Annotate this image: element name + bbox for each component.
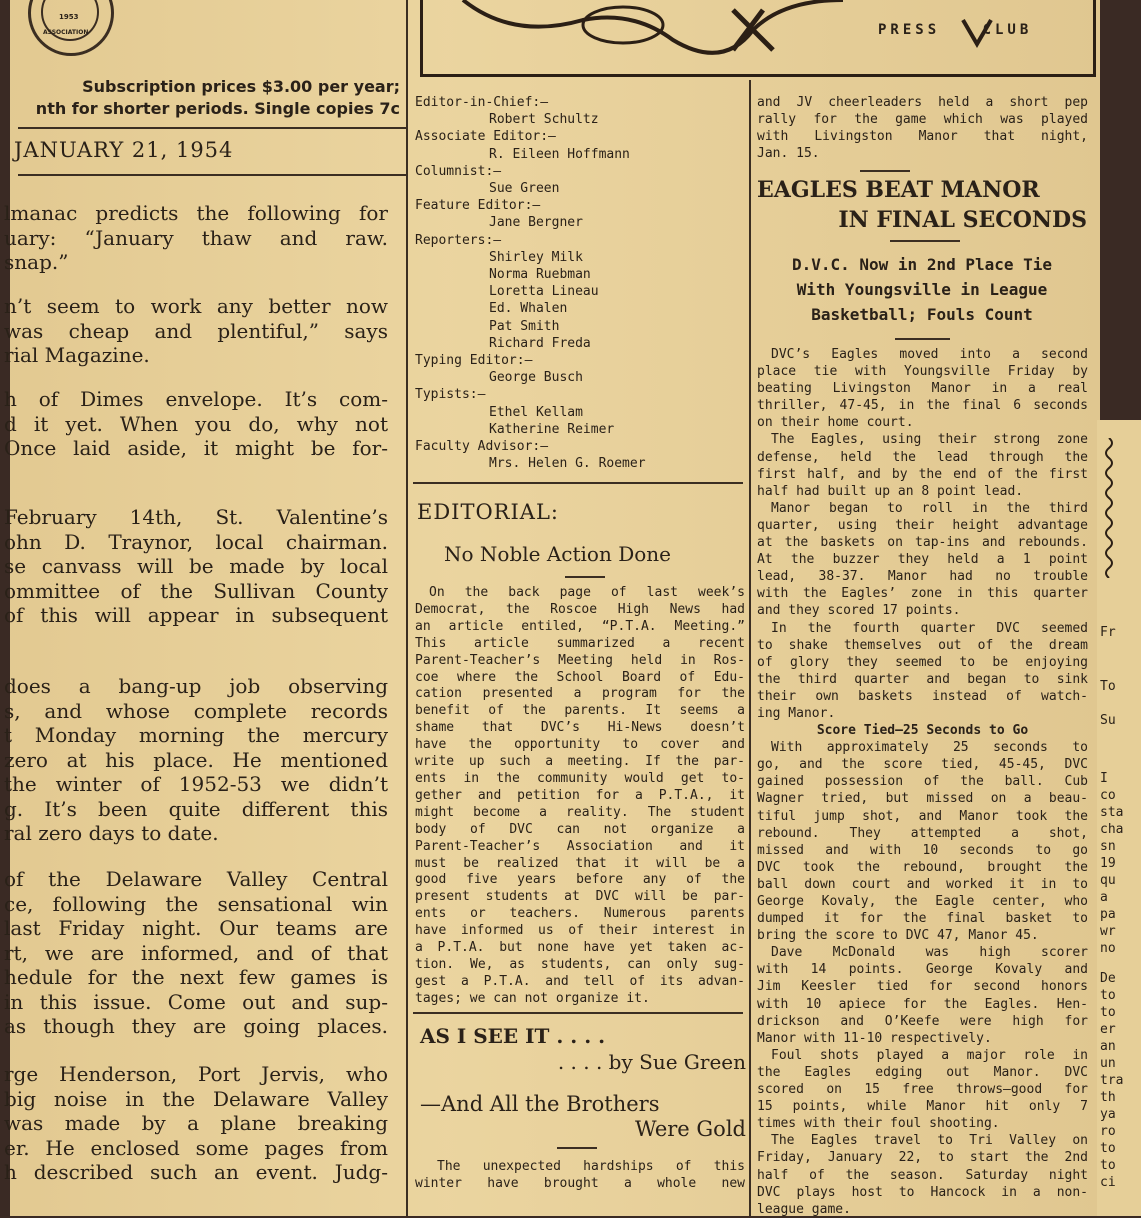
left-paragraph-1 [4, 201, 388, 275]
text-line: body of DVC can not organize a [415, 821, 745, 837]
edge-fragment: sn [1100, 839, 1116, 854]
text-line: n’t seem to work any better now [4, 294, 388, 318]
text-line: tiful jump shot, and Manor took the [757, 808, 1088, 824]
deck-rule [895, 338, 950, 340]
text-line: se canvass will be made by local [4, 554, 388, 578]
text-line: first half, and by the end of the first [757, 466, 1088, 482]
sports-body [757, 346, 1088, 1218]
staff-role: Faculty Advisor:— [415, 439, 549, 455]
text-line: in this issue. Come out and sup- [4, 989, 388, 1014]
text-line: t Monday morning the mercury [4, 723, 388, 747]
staff-name: George Busch [489, 370, 583, 386]
text-line: of the Delaware Valley Central [4, 867, 388, 891]
text-line: DVC plays host to Hancock in a non- [757, 1184, 1088, 1200]
staff-box [415, 94, 745, 472]
column-subtitle [420, 1092, 746, 1142]
text-line: times with their foul shooting. [757, 1116, 1000, 1132]
text-line: h described such an event. Judg- [4, 1160, 388, 1184]
text-line: DVC’s Eagles moved into a second [771, 347, 1088, 362]
text-line: ommittee of the Sullivan County [4, 578, 388, 603]
text-line: The Eagles travel to Tri Valley on [771, 1133, 1088, 1149]
staff-name: Mrs. Helen G. Roemer [489, 456, 646, 472]
text-line: Parent-Teacher’s Meeting held in Ros- [415, 652, 745, 668]
text-line: Friday, January 22, to start the 2nd [757, 1150, 1088, 1166]
editorial-body [415, 585, 745, 1008]
text-line: DVC took the rebound, brought the [757, 859, 1088, 875]
seal-year: 1953 [59, 13, 79, 21]
press-club-banner [420, 0, 1096, 77]
text-line: with 14 points. George Kovaly and [757, 962, 1088, 978]
text-line: tages; we can not organize it. [415, 990, 650, 1006]
text-line: does a bang-up job observing [4, 674, 388, 698]
text-line: winter have brought a whole new [415, 1176, 745, 1192]
text-line: was made by a plane breaking [4, 1111, 388, 1135]
text-line: g. It’s been quite different this [4, 796, 388, 821]
text-line: a P.T.A. but none have yet taken ac- [415, 940, 745, 956]
staff-box-rule [413, 482, 743, 484]
text-line: snap.” [4, 250, 69, 274]
headline-rule [890, 240, 960, 242]
text-line: h of Dimes envelope. It’s com- [4, 387, 388, 411]
text-line: ents or teachers. Numerous parents [415, 906, 745, 922]
deck-line-2: With Youngsville in League [796, 280, 1048, 299]
headline-line-1: EAGLES BEAT MANOR [757, 177, 1040, 203]
text-line: present students at DVC will be par- [415, 889, 745, 905]
edge-fragment: 19 [1100, 856, 1116, 871]
text-line: ohn D. Traynor, local chairman. [4, 529, 388, 554]
section-rule [860, 170, 910, 172]
text-line: have informed us of their interest in [415, 923, 745, 939]
seal-word: ASSOCIATION [43, 29, 89, 36]
staff-role: Feature Editor:— [415, 198, 541, 214]
text-line: The Eagles, using their strong zone [771, 432, 1088, 448]
edge-fragment: ya [1100, 1107, 1116, 1122]
text-line: big noise in the Delaware Valley [4, 1086, 388, 1111]
text-line: hedule for the next few games is [4, 965, 388, 989]
edge-fragment: un [1100, 1056, 1116, 1071]
text-line: ball down court and worked it in to [757, 876, 1088, 892]
text-line: lead, 38-37. Manor had no trouble [757, 569, 1088, 585]
edge-fragment: to [1100, 1141, 1116, 1156]
text-line: cation presented a program for the [415, 686, 745, 702]
left-paragraph-3 [4, 387, 388, 461]
edge-fragment: De [1100, 971, 1116, 986]
text-line: to shake themselves out of the dream [757, 637, 1088, 653]
column-rule-2 [749, 80, 751, 1216]
text-line: Wagner tried, but missed on a beau- [757, 791, 1088, 807]
text-line: Manor with 11-10 respectively. [757, 1030, 992, 1046]
text-line: scored on 15 free throws—good for [757, 1082, 1088, 1098]
text-line: gest a P.T.A. and tell of its advan- [415, 973, 745, 989]
text-line: with Livingston Manor that night, [757, 129, 1088, 145]
edge-fragment: ro [1100, 1124, 1116, 1139]
editorial-title: No Noble Action Done [444, 542, 671, 566]
text-line: have the opportunity to cover and [415, 737, 745, 753]
left-paragraph-7 [4, 1062, 388, 1185]
text-line: shame that DVC’s Hi-News doesn’t [415, 720, 745, 736]
text-line: gether and petition for a P.T.A., it [415, 787, 745, 803]
subtitle-line-1: —And All the Brothers [420, 1092, 660, 1116]
staff-name: Sue Green [489, 181, 560, 197]
subscription-line-2: nth for shorter periods. Single copies 7c [35, 99, 400, 118]
left-paragraph-4 [4, 505, 388, 628]
text-line: zero at his place. He mentioned [4, 747, 388, 772]
edge-fragment: to [1100, 1005, 1116, 1020]
edge-fragment: Su [1100, 713, 1116, 728]
sports-headline [757, 175, 1087, 235]
text-line: rally for the game which was played [757, 112, 1088, 128]
text-line: go, and the score tied, 45-45, DVC [757, 757, 1088, 773]
text-line: rt, we are informed, and of that [4, 940, 388, 965]
title-rule [565, 576, 605, 578]
editorial-end-rule [413, 1012, 743, 1014]
edge-fragment: to [1100, 988, 1116, 1003]
edge-fragment: th [1100, 1090, 1116, 1105]
edge-fragment: pa [1100, 907, 1116, 922]
text-line: on their home court. [757, 415, 914, 431]
staff-name: Richard Freda [489, 335, 591, 351]
text-line: February 14th, St. Valentine’s [4, 505, 388, 529]
masthead-rule-top [18, 127, 406, 129]
text-line: rial Magazine. [4, 343, 150, 367]
text-line: half of the season. Saturday night [757, 1167, 1088, 1183]
text-line: Democrat, the Roscoe High News had [415, 601, 745, 617]
text-line: Dave McDonald was high scorer [771, 945, 1088, 961]
subscription-line-1: Subscription prices $3.00 per year; [82, 77, 400, 96]
text-line: gained possession of the ball. Cub [757, 774, 1088, 790]
text-line: ce, following the sensational win [4, 891, 388, 916]
left-paragraph-5 [4, 674, 388, 846]
text-line: league game. [757, 1201, 851, 1217]
text-line: ing Manor. [757, 705, 836, 721]
text-line: must be realized that it will be a [415, 855, 745, 871]
staff-role: Typing Editor:— [415, 353, 533, 369]
text-line: and JV cheerleaders held a short pep [757, 95, 1088, 110]
staff-role: Columnist:— [415, 163, 502, 179]
text-line: coe where the School Board of Edu- [415, 669, 745, 685]
text-line: In the fourth quarter DVC seemed [771, 620, 1088, 636]
text-line: their own baskets instead of watch- [757, 688, 1088, 704]
text-line: the third quarter and began to sink [757, 671, 1088, 687]
text-line: tion. We, as students, can only sug- [415, 956, 745, 972]
text-line: With approximately 25 seconds to [771, 740, 1088, 756]
edge-fragment: wr [1100, 924, 1116, 939]
text-line: s, and whose complete records [4, 698, 388, 723]
text-line: might become a reality. The student [415, 804, 745, 820]
staff-role: Typists:— [415, 387, 486, 403]
text-line: the Eagles edging out Manor. DVC [757, 1064, 1088, 1080]
text-line: of this will appear in subsequent [4, 603, 388, 627]
edge-fragment: cha [1100, 822, 1124, 837]
text-line: was cheap and plentiful,” says [4, 318, 388, 343]
staff-name: Katherine Reimer [489, 421, 615, 437]
staff-name: Jane Bergner [489, 215, 583, 231]
text-line: ents in the community would get to- [415, 770, 745, 786]
text-line: rebound. They attempted a shot, [757, 825, 1088, 841]
left-paragraph-6 [4, 867, 388, 1039]
edge-fragment: er [1100, 1022, 1116, 1037]
edge-fragment: no [1100, 941, 1116, 956]
column-body [415, 1158, 745, 1192]
staff-name: R. Eileen Hoffmann [489, 146, 630, 162]
left-paragraph-2 [4, 294, 388, 368]
edge-fragment: ci [1100, 1175, 1116, 1190]
subtitle-line-2: Were Gold [634, 1117, 746, 1141]
edge-fragment: co [1100, 788, 1116, 803]
text-line: George Kovaly, the Eagle center, who [757, 894, 1088, 909]
text-line: Foul shots played a major role in [771, 1047, 1088, 1063]
sports-deck [757, 252, 1087, 327]
column-byline: . . . . by Sue Green [557, 1050, 746, 1074]
column-rule [557, 1147, 597, 1149]
staff-name: Ed. Whalen [489, 301, 568, 317]
staff-role: Editor-in-Chief:— [415, 95, 549, 110]
edge-fragment: to [1100, 1158, 1116, 1173]
text-line: the winter of 1952-53 we didn’t [4, 772, 388, 796]
text-line: good five years before any of the [415, 872, 745, 888]
text-line: quarter, using their height advantage [757, 517, 1088, 533]
staff-name: Pat Smith [489, 318, 560, 334]
text-line: dumped it for the final basket to [757, 911, 1088, 927]
edge-fragment: an [1100, 1039, 1116, 1054]
text-line: defense, held the lead through the [757, 449, 1088, 465]
text-line: with the Eagles’ zone in this quarter [757, 586, 1088, 602]
text-line: Manor began to roll in the third [771, 500, 1088, 516]
column-rule-1 [406, 0, 408, 1216]
text-line: half had built up an 8 point lead. [757, 483, 1024, 499]
editorial-heading: EDITORIAL: [417, 500, 559, 524]
column-title: AS I SEE IT . . . . [420, 1024, 606, 1048]
text-line: rge Henderson, Port Jervis, who [4, 1062, 388, 1086]
staff-name: Ethel Kellam [489, 404, 583, 420]
text-line: 15 points, while Manor hit only 7 [757, 1099, 1088, 1115]
text-line: last Friday night. Our teams are [4, 916, 388, 940]
deck-line-1: D.V.C. Now in 2nd Place Tie [791, 255, 1053, 274]
staff-name: Shirley Milk [489, 249, 583, 265]
text-line: an article entiled, “P.T.A. Meeting.” [415, 618, 745, 634]
staff-name: Loretta Lineau [489, 284, 599, 300]
text-line: On the back page of last week’s [429, 585, 745, 600]
text-line: drickson and O’Keefe were high for [757, 1013, 1088, 1029]
text-line: place tie with Youngsville Friday by [757, 364, 1088, 380]
right-top-text [757, 94, 1088, 162]
masthead-rule-bottom [18, 174, 406, 176]
sports-subhead: Score Tied—25 Seconds to Go [816, 723, 1029, 739]
edge-fragment: tra [1100, 1073, 1124, 1088]
text-line: and they scored 17 points. [757, 603, 961, 619]
headline-line-2: IN FINAL SECONDS [838, 207, 1087, 233]
text-line: This article summarized a recent [415, 635, 745, 651]
text-line: thriller, 47-45, in the final 6 seconds [757, 398, 1088, 414]
staff-role: Reporters:— [415, 232, 502, 248]
text-line: missed and with 10 seconds to go [757, 842, 1088, 858]
text-line: beating Livingston Manor in a real [757, 381, 1088, 397]
staff-role: Associate Editor:— [415, 129, 556, 145]
text-line: d it yet. When you do, why not [4, 411, 388, 436]
text-line: Jan. 15. [757, 146, 820, 162]
text-line: Jim Keesler tied for second honors [757, 979, 1088, 995]
staff-name: Robert Schultz [489, 112, 599, 128]
text-line: with 10 apiece for the Eagles. Hen- [757, 996, 1088, 1012]
text-line: Parent-Teacher’s Association and it [415, 838, 745, 854]
text-line: Once laid aside, it might be for- [4, 436, 388, 460]
edge-fragment: a [1100, 890, 1108, 905]
banner-text: PRESS CLUB [878, 22, 1033, 38]
staff-name: Norma Ruebman [489, 267, 591, 283]
text-line: as though they are going places. [4, 1014, 388, 1038]
text-line: of glory they seemed to be enjoying [757, 654, 1088, 670]
text-line: lmanac predicts the following for [4, 201, 388, 225]
decorative-border-icon [1102, 438, 1116, 578]
text-line: bring the score to DVC 47, Manor 45. [757, 928, 1039, 944]
text-line: uary: “January thaw and raw. [4, 225, 388, 250]
issue-date: JANUARY 21, 1954 [14, 138, 234, 162]
text-line: benefit of the parents. It seems a [415, 703, 745, 719]
edge-fragment: To [1100, 679, 1116, 694]
edge-fragment: qu [1100, 873, 1116, 888]
edge-fragment: Fr [1100, 625, 1116, 640]
text-line: At the buzzer they held a 1 point [757, 552, 1088, 568]
text-line: ral zero days to date. [4, 821, 219, 845]
edge-fragment: I [1100, 771, 1108, 786]
text-line: The unexpected hardships of this [437, 1159, 745, 1174]
edge-fragment: sta [1100, 805, 1124, 820]
text-line: write up such a meeting. If the par- [415, 754, 745, 770]
text-line: at the baskets on tap-ins and rebounds. [757, 535, 1088, 551]
text-line: er. He enclosed some pages from [4, 1135, 388, 1160]
deck-line-3: Basketball; Fouls Count [811, 305, 1033, 324]
